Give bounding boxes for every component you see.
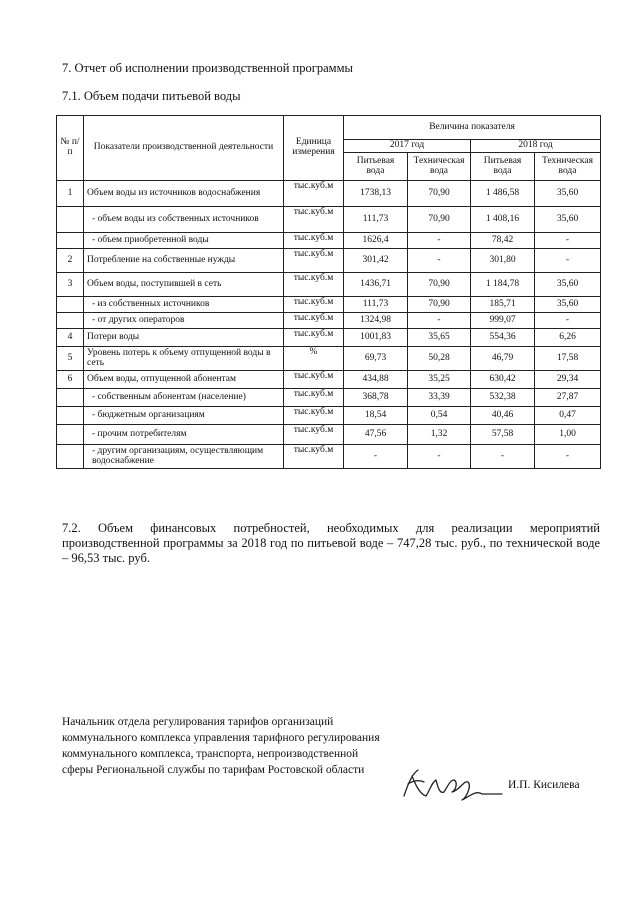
table-row — [57, 207, 601, 233]
handwritten-signature — [398, 766, 508, 802]
row-unit: % — [284, 347, 344, 371]
table-row — [57, 445, 601, 469]
table-row — [57, 347, 601, 371]
water-volume-table — [56, 115, 601, 469]
row-number — [57, 233, 84, 249]
row-value-2017-technical: 70,90 — [408, 273, 471, 297]
table-row — [57, 297, 601, 313]
row-value-2018-drinking: 532,38 — [471, 389, 535, 407]
row-value-2018-drinking: 999,07 — [471, 313, 535, 329]
row-indicator: - собственным абонентам (население) — [84, 389, 284, 407]
row-value-2018-drinking: 185,71 — [471, 297, 535, 313]
header-year-2017: 2017 год — [344, 140, 471, 153]
row-unit: тыс.куб.м — [284, 407, 344, 425]
row-unit: тыс.куб.м — [284, 425, 344, 445]
row-value-2018-technical: 35,60 — [535, 207, 601, 233]
row-value-2018-technical: - — [535, 233, 601, 249]
row-value-2018-technical: - — [535, 313, 601, 329]
row-value-2017-drinking: 1738,13 — [344, 181, 408, 207]
row-indicator: - из собственных источников — [84, 297, 284, 313]
table-row — [57, 425, 601, 445]
row-value-2017-drinking: 18,54 — [344, 407, 408, 425]
row-value-2017-technical: 35,25 — [408, 371, 471, 389]
row-value-2018-technical: 6,26 — [535, 329, 601, 347]
row-value-2018-technical: 35,60 — [535, 273, 601, 297]
row-unit: тыс.куб.м — [284, 329, 344, 347]
row-value-2018-drinking: 554,36 — [471, 329, 535, 347]
table-row — [57, 371, 601, 389]
row-value-2017-drinking: - — [344, 445, 408, 469]
row-value-2017-drinking: 368,78 — [344, 389, 408, 407]
row-value-2017-technical: - — [408, 233, 471, 249]
table-row — [57, 329, 601, 347]
row-value-2018-drinking: 1 408,16 — [471, 207, 535, 233]
table-row — [57, 313, 601, 329]
row-value-2018-drinking: 78,42 — [471, 233, 535, 249]
row-indicator: - объем воды из собственных источников — [84, 207, 284, 233]
row-value-2018-technical: - — [535, 445, 601, 469]
row-value-2018-drinking: 40,46 — [471, 407, 535, 425]
table-row — [57, 233, 601, 249]
row-indicator: - бюджетным организациям — [84, 407, 284, 425]
row-number — [57, 207, 84, 233]
row-number — [57, 425, 84, 445]
row-value-2017-drinking: 111,73 — [344, 207, 408, 233]
row-indicator: - другим организациям, осуществляющим водоснабжение — [84, 445, 284, 469]
section-7-2-paragraph: 7.2. Объем финансовых потребностей, необходимых для реализации мероприятий производственной программы за 2018 год по питьевой воде – 747,28 тыс. руб., по технической воде – 96,53 тыс. руб. — [62, 521, 600, 565]
row-unit: тыс.куб.м — [284, 233, 344, 249]
row-value-2018-drinking: 1 486,58 — [471, 181, 535, 207]
row-indicator: - от других операторов — [84, 313, 284, 329]
row-value-2017-technical: 50,28 — [408, 347, 471, 371]
row-value-2017-technical: 35,65 — [408, 329, 471, 347]
row-number: 4 — [57, 329, 84, 347]
row-value-2017-technical: 70,90 — [408, 207, 471, 233]
header-number: № п/п — [57, 116, 84, 181]
row-value-2018-drinking: 1 184,78 — [471, 273, 535, 297]
row-number — [57, 297, 84, 313]
table-row — [57, 181, 601, 207]
header-indicator: Показатели производственной деятельности — [84, 116, 284, 181]
row-value-2017-technical: 70,90 — [408, 297, 471, 313]
row-value-2018-technical: 35,60 — [535, 297, 601, 313]
row-value-2018-drinking: - — [471, 445, 535, 469]
row-indicator: Уровень потерь к объему отпущенной воды в сеть — [84, 347, 284, 371]
row-value-2018-technical: 17,58 — [535, 347, 601, 371]
row-value-2017-technical: - — [408, 445, 471, 469]
row-unit: тыс.куб.м — [284, 389, 344, 407]
row-indicator: - объем приобретенной воды — [84, 233, 284, 249]
row-value-2018-technical: 1,00 — [535, 425, 601, 445]
row-value-2018-technical: 35,60 — [535, 181, 601, 207]
table-row — [57, 273, 601, 297]
row-value-2018-technical: 27,87 — [535, 389, 601, 407]
row-indicator: Объем воды, отпущенной абонентам — [84, 371, 284, 389]
row-number — [57, 389, 84, 407]
row-value-2018-technical: 29,34 — [535, 371, 601, 389]
row-unit: тыс.куб.м — [284, 445, 344, 469]
section-7-heading: 7. Отчет об исполнении производственной программы — [62, 61, 353, 75]
row-value-2017-technical: - — [408, 313, 471, 329]
row-value-2017-technical: 33,39 — [408, 389, 471, 407]
row-value-2017-technical: 70,90 — [408, 181, 471, 207]
row-number: 5 — [57, 347, 84, 371]
row-value-2018-technical: - — [535, 249, 601, 273]
row-indicator: Потери воды — [84, 329, 284, 347]
row-value-2017-drinking: 1436,71 — [344, 273, 408, 297]
row-unit: тыс.куб.м — [284, 297, 344, 313]
header-technical-2018: Техническая вода — [535, 153, 601, 181]
row-value-2017-drinking: 1324,98 — [344, 313, 408, 329]
row-value-2017-technical: - — [408, 249, 471, 273]
row-unit: тыс.куб.м — [284, 273, 344, 297]
row-number — [57, 313, 84, 329]
row-indicator: Объем воды из источников водоснабжения — [84, 181, 284, 207]
header-year-2018: 2018 год — [471, 140, 601, 153]
table-row — [57, 407, 601, 425]
signatory-name: И.П. Кисилева — [508, 779, 580, 791]
row-value-2017-drinking: 1626,4 — [344, 233, 408, 249]
row-number: 2 — [57, 249, 84, 273]
row-value-2017-technical: 1,32 — [408, 425, 471, 445]
row-unit: тыс.куб.м — [284, 313, 344, 329]
header-drinking-2017: Питьевая вода — [344, 153, 408, 181]
row-indicator: Потребление на собственные нужды — [84, 249, 284, 273]
row-unit: тыс.куб.м — [284, 181, 344, 207]
header-technical-2017: Техническая вода — [408, 153, 471, 181]
row-value-2017-drinking: 47,56 — [344, 425, 408, 445]
row-number — [57, 445, 84, 469]
row-value-2017-drinking: 1001,83 — [344, 329, 408, 347]
header-unit: Единица измерения — [284, 116, 344, 181]
header-value: Величина показателя — [344, 116, 601, 140]
signature-position: Начальник отдела регулирования тарифов организаций коммунального комплекса управления тарифного регулирования коммунального комплекса, транспорта, непроизводственной сферы Региональной службы по тарифам Ростовской области — [62, 716, 380, 776]
header-drinking-2018: Питьевая вода — [471, 153, 535, 181]
row-value-2018-drinking: 57,58 — [471, 425, 535, 445]
section-7-1-heading: 7.1. Объем подачи питьевой воды — [62, 89, 241, 103]
row-value-2018-drinking: 301,80 — [471, 249, 535, 273]
row-number: 6 — [57, 371, 84, 389]
row-value-2017-drinking: 69,73 — [344, 347, 408, 371]
row-value-2017-drinking: 111,73 — [344, 297, 408, 313]
row-unit: тыс.куб.м — [284, 249, 344, 273]
row-number: 1 — [57, 181, 84, 207]
row-value-2018-technical: 0,47 — [535, 407, 601, 425]
row-number — [57, 407, 84, 425]
table-row — [57, 389, 601, 407]
row-value-2017-drinking: 301,42 — [344, 249, 408, 273]
table-row — [57, 249, 601, 273]
row-value-2018-drinking: 46,79 — [471, 347, 535, 371]
row-number: 3 — [57, 273, 84, 297]
row-value-2018-drinking: 630,42 — [471, 371, 535, 389]
row-unit: тыс.куб.м — [284, 371, 344, 389]
row-value-2017-technical: 0,54 — [408, 407, 471, 425]
row-unit: тыс.куб.м — [284, 207, 344, 233]
row-indicator: Объем воды, поступившей в сеть — [84, 273, 284, 297]
row-value-2017-drinking: 434,88 — [344, 371, 408, 389]
row-indicator: - прочим потребителям — [84, 425, 284, 445]
